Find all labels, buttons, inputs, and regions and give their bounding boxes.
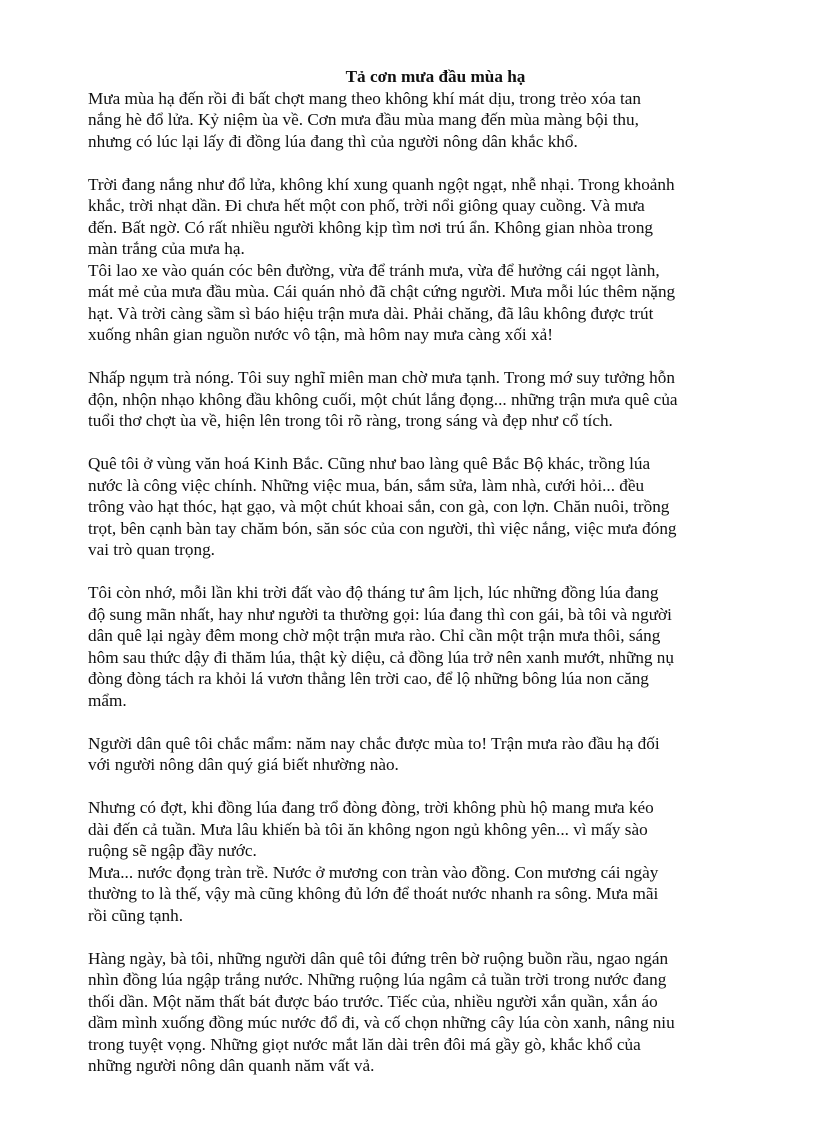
paragraph-4: Nhấp ngụm trà nóng. Tôi suy nghĩ miên man chờ mưa tạnh. Trong mớ suy tưởng hỗn độn, nhộn nhạo không đầu không cuối, một chút lắng đọng... những trận mưa quê của tuổi thơ chợt ùa về, hiện lên trong tôi rõ ràng, trong sáng và đẹp như cổ tích. xyxy=(88,368,678,430)
document-page xyxy=(88,66,783,1077)
paragraph-2: Trời đang nắng như đổ lửa, không khí xung quanh ngột ngạt, nhễ nhại. Trong khoảnh khắc, trời nhạt dần. Đi chưa hết một con phố, trời nổi giông quay cuồng. Và mưa đến. Bất ngờ. Có rất nhiều người không kịp tìm nơi trú ẩn. Không gian nhòa trong màn trắng của mưa hạ. xyxy=(88,174,675,258)
paragraph-8: Nhưng có đợt, khi đồng lúa đang trổ đòng đòng, trời không phù hộ mang mưa kéo dài đến cả tuần. Mưa lâu khiến bà tôi ăn không ngon ngủ không yên... vì mấy sào ruộng sẽ ngập đầy nước. xyxy=(88,798,654,860)
paragraph-9: Mưa... nước đọng tràn trề. Nước ở mương con tràn vào đồng. Con mương cái ngày thường to là thế, vậy mà cũng không đủ lớn để thoát nước nhanh ra sông. Mưa mãi rồi cũng tạnh. xyxy=(88,862,659,925)
paragraph-6: Tôi còn nhớ, mỗi lần khi trời đất vào độ tháng tư âm lịch, lúc những đồng lúa đang độ sung mãn nhất, hay như người ta thường gọi: lúa đang thì con gái, bà tôi và người dân quê lại ngày đêm mong chờ một trận mưa rào. Chỉ cần một trận mưa thôi, sáng hôm sau thức dậy đi thăm lúa, thật kỳ diệu, cả đồng lúa trở nên xanh mướt, những nụ đòng đòng tách ra khỏi lá vươn thẳng lên trời cao, để lộ những bông lúa non căng mẩm. xyxy=(88,583,674,710)
paragraph-1: Mưa mùa hạ đến rồi đi bất chợt mang theo không khí mát dịu, trong trẻo xóa tan nắng hè đổ lửa. Kỷ niệm ùa về. Cơn mưa đầu mùa mang đến mùa màng bội thu, nhưng có lúc lại lấy đi đồng lúa đang thì của người nông dân khắc khổ. xyxy=(88,88,642,151)
paragraph-5: Quê tôi ở vùng văn hoá Kinh Bắc. Cũng như bao làng quê Bắc Bộ khác, trồng lúa nước là công việc chính. Những việc mua, bán, sắm sửa, làm nhà, cưới hỏi... đều trông vào hạt thóc, hạt gạo, và một chút khoai sắn, con gà, con lợn. Chăn nuôi, trồng trọt, bên cạnh bàn tay chăm bón, săn sóc của con người, thì việc nắng, việc mưa đóng vai trò quan trọng. xyxy=(88,454,677,559)
paragraph-3: Tôi lao xe vào quán cóc bên đường, vừa để tránh mưa, vừa để hưởng cái ngọt lành, mát mẻ của mưa đầu mùa. Cái quán nhỏ đã chật cứng người. Mưa mỗi lúc thêm nặng hạt. Và trời càng sầm sì báo hiệu trận mưa dài. Phải chăng, đã lâu không được trút xuống nhân gian nguồn nước vô tận, mà hôm nay mưa càng xối xả! xyxy=(88,260,676,344)
paragraph-7: Người dân quê tôi chắc mẩm: năm nay chắc được mùa to! Trận mưa rào đầu hạ đối với người nông dân quý giá biết nhường nào. xyxy=(88,733,660,774)
paragraph-10: Hàng ngày, bà tôi, những người dân quê tôi đứng trên bờ ruộng buồn rầu, ngao ngán nhìn đồng lúa ngập trắng nước. Những ruộng lúa ngâm cả tuần trời trong nước đang thối dần. Một năm thất bát được báo trước. Tiếc của, nhiều người xắn quần, xắn áo dầm mình xuống đồng múc nước đổ đi, và cố chọn những cây lúa còn xanh, nâng niu trong tuyệt vọng. Những giọt nước mắt lăn dài trên đôi má gầy gò, khắc khổ của những người nông dân quanh năm vất vả. xyxy=(88,948,675,1075)
document-title: Tả cơn mưa đầu mùa hạ xyxy=(345,67,526,86)
